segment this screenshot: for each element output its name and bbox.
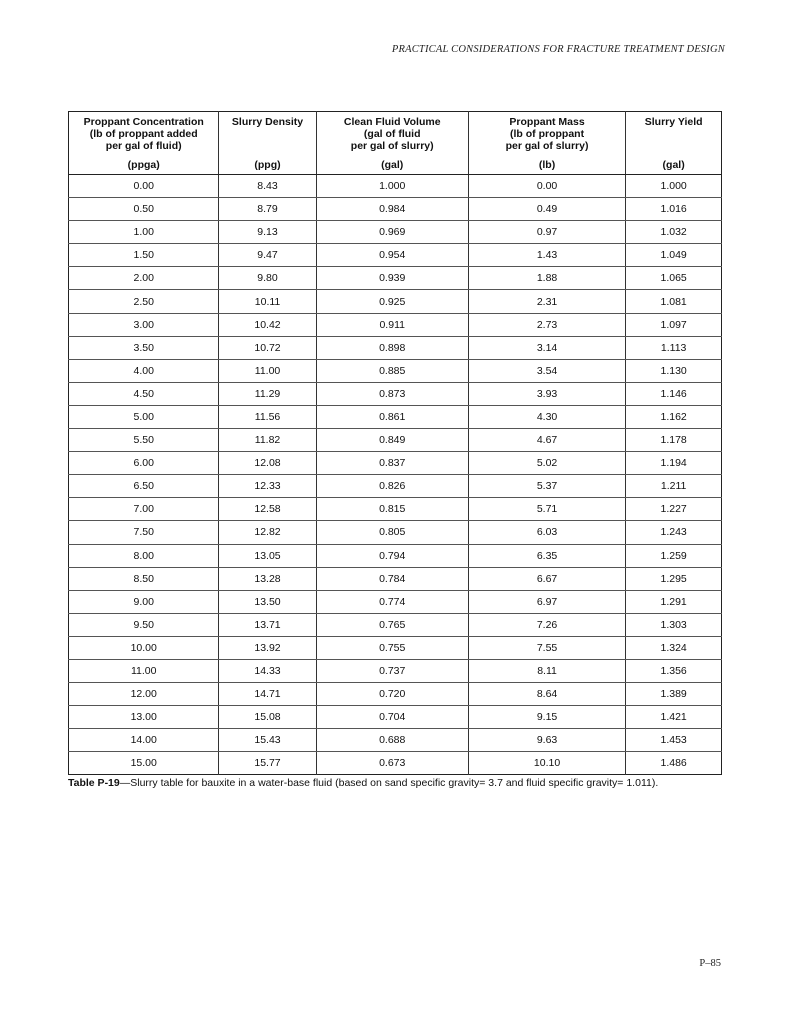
table-row — [69, 221, 722, 244]
cell-slurry-density: 13.05 — [219, 544, 316, 567]
table-row — [69, 521, 722, 544]
cell-proppant-concentration: 5.50 — [69, 429, 219, 452]
cell-proppant-concentration: 0.00 — [69, 175, 219, 198]
cell-clean-fluid-volume: 0.898 — [316, 336, 468, 359]
cell-proppant-mass: 9.15 — [468, 706, 625, 729]
column-header-label: Proppant Concentration (lb of proppant added per gal of fluid) — [83, 116, 204, 152]
table-row — [69, 752, 722, 775]
cell-proppant-mass: 2.31 — [468, 290, 625, 313]
cell-proppant-mass: 5.37 — [468, 475, 625, 498]
cell-slurry-yield: 1.486 — [626, 752, 722, 775]
cell-slurry-density: 13.71 — [219, 613, 316, 636]
column-header-label: Slurry Yield — [644, 116, 703, 128]
table-row — [69, 267, 722, 290]
cell-slurry-density: 11.56 — [219, 405, 316, 428]
cell-proppant-concentration: 1.00 — [69, 221, 219, 244]
cell-clean-fluid-volume: 0.984 — [316, 198, 468, 221]
column-header-proppant-concentration — [69, 112, 219, 175]
cell-slurry-density: 13.50 — [219, 590, 316, 613]
table-row — [69, 198, 722, 221]
cell-slurry-density: 13.28 — [219, 567, 316, 590]
cell-slurry-density: 11.82 — [219, 429, 316, 452]
cell-proppant-concentration: 3.50 — [69, 336, 219, 359]
cell-clean-fluid-volume: 0.688 — [316, 729, 468, 752]
table-row — [69, 452, 722, 475]
cell-slurry-density: 13.92 — [219, 636, 316, 659]
cell-proppant-mass: 1.88 — [468, 267, 625, 290]
column-header-clean-fluid-volume — [316, 112, 468, 175]
cell-proppant-mass: 3.93 — [468, 382, 625, 405]
cell-clean-fluid-volume: 0.873 — [316, 382, 468, 405]
caption-label: Table P-19 — [68, 777, 120, 789]
cell-slurry-yield: 1.049 — [626, 244, 722, 267]
cell-proppant-concentration: 6.00 — [69, 452, 219, 475]
table-row — [69, 475, 722, 498]
cell-clean-fluid-volume: 0.837 — [316, 452, 468, 475]
cell-slurry-density: 15.08 — [219, 706, 316, 729]
cell-proppant-mass: 6.67 — [468, 567, 625, 590]
table-row — [69, 405, 722, 428]
cell-slurry-density: 10.42 — [219, 313, 316, 336]
cell-slurry-density: 12.33 — [219, 475, 316, 498]
running-head: PRACTICAL CONSIDERATIONS FOR FRACTURE TREATMENT DESIGN — [391, 44, 725, 55]
cell-clean-fluid-volume: 0.765 — [316, 613, 468, 636]
table-row — [69, 590, 722, 613]
cell-slurry-density: 11.00 — [219, 359, 316, 382]
cell-proppant-concentration: 14.00 — [69, 729, 219, 752]
cell-clean-fluid-volume: 0.925 — [316, 290, 468, 313]
table-row — [69, 313, 722, 336]
column-header-slurry-density — [219, 112, 316, 175]
cell-slurry-yield: 1.130 — [626, 359, 722, 382]
cell-clean-fluid-volume: 0.673 — [316, 752, 468, 775]
cell-proppant-mass: 0.97 — [468, 221, 625, 244]
cell-proppant-mass: 3.14 — [468, 336, 625, 359]
table-row — [69, 175, 722, 198]
cell-proppant-concentration: 3.00 — [69, 313, 219, 336]
cell-clean-fluid-volume: 0.737 — [316, 659, 468, 682]
cell-proppant-concentration: 8.50 — [69, 567, 219, 590]
cell-clean-fluid-volume: 1.000 — [316, 175, 468, 198]
cell-clean-fluid-volume: 0.861 — [316, 405, 468, 428]
cell-slurry-yield: 1.453 — [626, 729, 722, 752]
cell-proppant-concentration: 0.50 — [69, 198, 219, 221]
cell-slurry-yield: 1.178 — [626, 429, 722, 452]
caption-text: —Slurry table for bauxite in a water-base fluid (based on sand specific gravity= 3.7 and fluid specific gravity= 1.011). — [119, 777, 659, 789]
cell-slurry-yield: 1.162 — [626, 405, 722, 428]
cell-slurry-yield: 1.356 — [626, 659, 722, 682]
cell-proppant-mass: 10.10 — [468, 752, 625, 775]
cell-slurry-density: 9.47 — [219, 244, 316, 267]
cell-slurry-yield: 1.303 — [626, 613, 722, 636]
column-header-label: Proppant Mass (lb of proppant per gal of slurry) — [505, 116, 589, 152]
cell-clean-fluid-volume: 0.954 — [316, 244, 468, 267]
slurry-table — [68, 111, 722, 775]
cell-slurry-yield: 1.295 — [626, 567, 722, 590]
column-header-unit: (ppga) — [127, 159, 160, 171]
cell-proppant-concentration: 9.50 — [69, 613, 219, 636]
cell-clean-fluid-volume: 0.969 — [316, 221, 468, 244]
cell-proppant-mass: 4.30 — [468, 405, 625, 428]
cell-clean-fluid-volume: 0.784 — [316, 567, 468, 590]
column-header-label: Slurry Density — [231, 116, 304, 128]
cell-clean-fluid-volume: 0.805 — [316, 521, 468, 544]
cell-proppant-concentration: 10.00 — [69, 636, 219, 659]
cell-slurry-yield: 1.211 — [626, 475, 722, 498]
table-body — [69, 175, 722, 775]
cell-slurry-yield: 1.000 — [626, 175, 722, 198]
cell-slurry-yield: 1.291 — [626, 590, 722, 613]
cell-proppant-concentration: 9.00 — [69, 590, 219, 613]
cell-proppant-concentration: 12.00 — [69, 683, 219, 706]
cell-slurry-density: 11.29 — [219, 382, 316, 405]
cell-slurry-density: 9.13 — [219, 221, 316, 244]
cell-proppant-mass: 7.26 — [468, 613, 625, 636]
cell-slurry-density: 14.71 — [219, 683, 316, 706]
cell-slurry-yield: 1.243 — [626, 521, 722, 544]
cell-clean-fluid-volume: 0.815 — [316, 498, 468, 521]
cell-slurry-yield: 1.113 — [626, 336, 722, 359]
cell-slurry-yield: 1.324 — [626, 636, 722, 659]
cell-proppant-mass: 4.67 — [468, 429, 625, 452]
cell-slurry-yield: 1.065 — [626, 267, 722, 290]
cell-proppant-concentration: 11.00 — [69, 659, 219, 682]
cell-clean-fluid-volume: 0.720 — [316, 683, 468, 706]
cell-slurry-yield: 1.016 — [626, 198, 722, 221]
cell-slurry-yield: 1.227 — [626, 498, 722, 521]
cell-proppant-mass: 5.71 — [468, 498, 625, 521]
cell-slurry-density: 12.58 — [219, 498, 316, 521]
cell-proppant-mass: 0.49 — [468, 198, 625, 221]
cell-proppant-concentration: 7.50 — [69, 521, 219, 544]
cell-slurry-density: 10.11 — [219, 290, 316, 313]
cell-proppant-mass: 9.63 — [468, 729, 625, 752]
column-header-unit: (ppg) — [254, 159, 281, 171]
cell-slurry-yield: 1.146 — [626, 382, 722, 405]
table-row — [69, 567, 722, 590]
cell-slurry-density: 8.79 — [219, 198, 316, 221]
cell-proppant-mass: 0.00 — [468, 175, 625, 198]
cell-proppant-mass: 5.02 — [468, 452, 625, 475]
table-row — [69, 359, 722, 382]
table-row — [69, 706, 722, 729]
column-header-unit: (lb) — [538, 159, 556, 171]
cell-clean-fluid-volume: 0.774 — [316, 590, 468, 613]
cell-proppant-concentration: 2.00 — [69, 267, 219, 290]
table-row — [69, 336, 722, 359]
cell-slurry-yield: 1.389 — [626, 683, 722, 706]
cell-proppant-concentration: 15.00 — [130, 757, 157, 770]
table-caption — [68, 777, 688, 790]
page-number: P–85 — [699, 958, 721, 969]
cell-slurry-yield: 1.081 — [626, 290, 722, 313]
cell-slurry-density: 14.33 — [219, 659, 316, 682]
cell-slurry-yield: 1.097 — [626, 313, 722, 336]
cell-slurry-density: 15.43 — [219, 729, 316, 752]
cell-slurry-density: 8.43 — [219, 175, 316, 198]
cell-slurry-density: 15.77 — [219, 752, 316, 775]
cell-clean-fluid-volume: 0.911 — [316, 313, 468, 336]
cell-proppant-mass: 6.97 — [468, 590, 625, 613]
cell-clean-fluid-volume: 0.885 — [316, 359, 468, 382]
cell-slurry-yield: 1.421 — [626, 706, 722, 729]
table-row — [69, 290, 722, 313]
table-row — [69, 498, 722, 521]
cell-slurry-density: 9.80 — [219, 267, 316, 290]
cell-proppant-mass: 3.54 — [468, 359, 625, 382]
column-header-proppant-mass — [468, 112, 625, 175]
table-row — [69, 613, 722, 636]
column-header-label: Clean Fluid Volume (gal of fluid per gal of slurry) — [343, 116, 441, 152]
table-row — [69, 244, 722, 267]
table-row — [69, 659, 722, 682]
cell-slurry-yield: 1.194 — [626, 452, 722, 475]
table-row — [69, 729, 722, 752]
table-row — [69, 636, 722, 659]
cell-proppant-concentration: 2.50 — [69, 290, 219, 313]
cell-clean-fluid-volume: 0.755 — [316, 636, 468, 659]
column-header-unit: (gal) — [662, 159, 685, 171]
cell-clean-fluid-volume: 0.939 — [316, 267, 468, 290]
cell-proppant-concentration: 8.00 — [69, 544, 219, 567]
cell-proppant-mass: 6.03 — [468, 521, 625, 544]
cell-slurry-yield: 1.032 — [626, 221, 722, 244]
table-row — [69, 683, 722, 706]
table-row — [69, 544, 722, 567]
cell-proppant-concentration: 1.50 — [69, 244, 219, 267]
cell-proppant-mass: 7.55 — [468, 636, 625, 659]
cell-proppant-mass: 2.73 — [468, 313, 625, 336]
cell-proppant-concentration: 7.00 — [69, 498, 219, 521]
cell-proppant-concentration: 13.00 — [69, 706, 219, 729]
cell-clean-fluid-volume: 0.794 — [316, 544, 468, 567]
column-header-slurry-yield — [626, 112, 722, 175]
table-header-row — [69, 112, 722, 175]
cell-proppant-concentration: 4.50 — [69, 382, 219, 405]
cell-slurry-density: 12.82 — [219, 521, 316, 544]
cell-slurry-density: 12.08 — [219, 452, 316, 475]
cell-clean-fluid-volume: 0.849 — [316, 429, 468, 452]
table-row — [69, 382, 722, 405]
cell-clean-fluid-volume: 0.704 — [316, 706, 468, 729]
cell-proppant-concentration: 4.00 — [69, 359, 219, 382]
cell-proppant-mass: 6.35 — [468, 544, 625, 567]
cell-proppant-concentration: 5.00 — [69, 405, 219, 428]
cell-proppant-mass: 8.64 — [468, 683, 625, 706]
cell-clean-fluid-volume: 0.826 — [316, 475, 468, 498]
cell-slurry-density: 10.72 — [219, 336, 316, 359]
cell-proppant-concentration: 6.50 — [69, 475, 219, 498]
cell-proppant-mass: 8.11 — [468, 659, 625, 682]
column-header-unit: (gal) — [381, 159, 404, 171]
cell-proppant-mass: 1.43 — [468, 244, 625, 267]
cell-slurry-yield: 1.259 — [626, 544, 722, 567]
table-row — [69, 429, 722, 452]
